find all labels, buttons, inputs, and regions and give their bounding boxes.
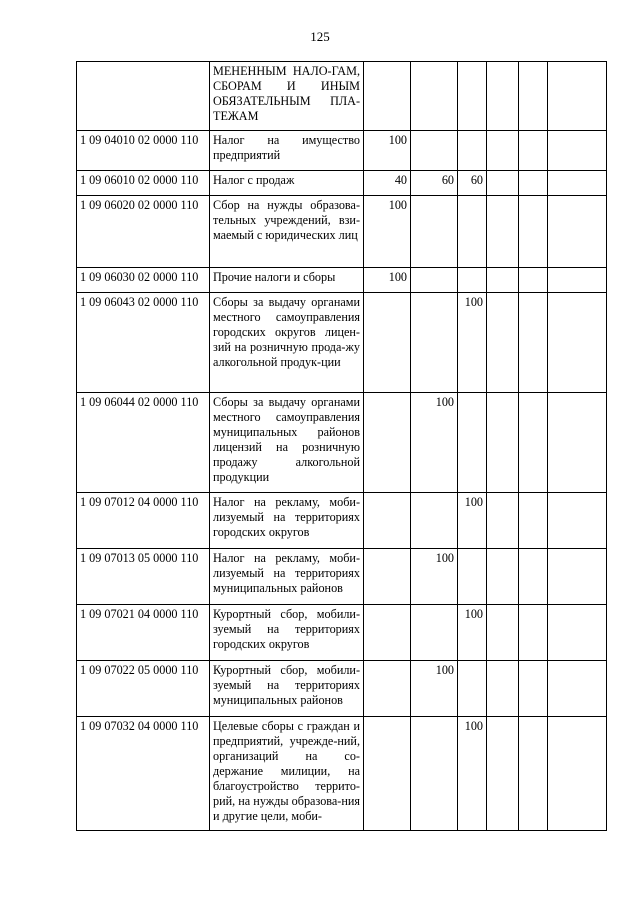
budget-code: 1 09 07021 04 0000 110 <box>77 605 210 661</box>
empty-cell <box>487 493 519 549</box>
empty-cell <box>548 268 607 293</box>
empty-cell <box>487 131 519 171</box>
empty-cell <box>487 171 519 196</box>
revenue-name: Целевые сборы с граждан и предприятий, учрежде-ний, организаций на со-держание милиции, на благоустройство террито-рий, на нужды образова-ния и другие цели, моби- <box>210 717 364 831</box>
empty-cell <box>487 661 519 717</box>
value-col-3: 100 <box>458 605 487 661</box>
budget-table <box>76 61 607 831</box>
empty-cell <box>548 393 607 493</box>
revenue-name: Сбор на нужды образова-тельных учреждений, взи-маемый с юридических лиц <box>210 196 364 268</box>
table-row <box>77 717 607 831</box>
value-col-1: 100 <box>364 131 411 171</box>
empty-cell <box>548 605 607 661</box>
budget-code: 1 09 06020 02 0000 110 <box>77 196 210 268</box>
page-number: 125 <box>310 29 330 44</box>
empty-cell <box>548 171 607 196</box>
empty-cell <box>519 661 548 717</box>
value-col-3: 60 <box>458 171 487 196</box>
value-col-2 <box>411 717 458 831</box>
empty-cell <box>548 62 607 131</box>
budget-code: 1 09 06030 02 0000 110 <box>77 268 210 293</box>
value-col-1: 100 <box>364 268 411 293</box>
empty-cell <box>487 196 519 268</box>
budget-code: 1 09 07022 05 0000 110 <box>77 661 210 717</box>
empty-cell <box>519 268 548 293</box>
empty-cell <box>519 171 548 196</box>
empty-cell <box>519 549 548 605</box>
value-col-1 <box>364 661 411 717</box>
value-col-2 <box>411 293 458 393</box>
value-col-1: 40 <box>364 171 411 196</box>
budget-code: 1 09 04010 02 0000 110 <box>77 131 210 171</box>
value-col-2 <box>411 196 458 268</box>
empty-cell <box>487 605 519 661</box>
empty-cell <box>519 293 548 393</box>
revenue-name: Прочие налоги и сборы <box>210 268 364 293</box>
value-col-3 <box>458 62 487 131</box>
table-row <box>77 393 607 493</box>
empty-cell <box>548 661 607 717</box>
empty-cell <box>548 493 607 549</box>
value-col-3 <box>458 549 487 605</box>
empty-cell <box>548 196 607 268</box>
table-row <box>77 196 607 268</box>
table-row <box>77 62 607 131</box>
value-col-1 <box>364 717 411 831</box>
value-col-1 <box>364 493 411 549</box>
revenue-name: Налог с продаж <box>210 171 364 196</box>
table-row <box>77 549 607 605</box>
empty-cell <box>519 196 548 268</box>
table-row <box>77 131 607 171</box>
revenue-name: МЕНЕННЫМ НАЛО-ГАМ, СБОРАМ И ИНЫМ ОБЯЗАТЕЛЬНЫМ ПЛА-ТЕЖАМ <box>210 62 364 131</box>
empty-cell <box>519 717 548 831</box>
empty-cell <box>548 717 607 831</box>
value-col-1 <box>364 605 411 661</box>
value-col-2 <box>411 605 458 661</box>
revenue-name: Налог на имущество предприятий <box>210 131 364 171</box>
empty-cell <box>519 131 548 171</box>
budget-code: 1 09 07012 04 0000 110 <box>77 493 210 549</box>
value-col-3 <box>458 393 487 493</box>
budget-code: 1 09 06043 02 0000 110 <box>77 293 210 393</box>
empty-cell <box>519 62 548 131</box>
value-col-3: 100 <box>458 717 487 831</box>
revenue-name: Сборы за выдачу органами местного самоуправления муниципальных районов лицензий на розничную продажу алкогольной продукции <box>210 393 364 493</box>
empty-cell <box>487 393 519 493</box>
empty-cell <box>487 293 519 393</box>
empty-cell <box>487 549 519 605</box>
table-row <box>77 605 607 661</box>
empty-cell <box>519 393 548 493</box>
empty-cell <box>487 268 519 293</box>
value-col-2: 100 <box>411 661 458 717</box>
empty-cell <box>487 717 519 831</box>
value-col-3 <box>458 661 487 717</box>
budget-code: 1 09 06010 02 0000 110 <box>77 171 210 196</box>
budget-code: 1 09 06044 02 0000 110 <box>77 393 210 493</box>
value-col-2 <box>411 62 458 131</box>
table-row <box>77 661 607 717</box>
value-col-2: 60 <box>411 171 458 196</box>
revenue-name: Налог на рекламу, моби-лизуемый на территориях муниципальных районов <box>210 549 364 605</box>
value-col-3 <box>458 196 487 268</box>
table-row <box>77 171 607 196</box>
empty-cell <box>548 293 607 393</box>
empty-cell <box>548 549 607 605</box>
table-row <box>77 268 607 293</box>
value-col-1: 100 <box>364 196 411 268</box>
revenue-name: Курортный сбор, мобили-зуемый на территориях муниципальных районов <box>210 661 364 717</box>
value-col-1 <box>364 62 411 131</box>
value-col-3 <box>458 268 487 293</box>
value-col-3: 100 <box>458 493 487 549</box>
value-col-1 <box>364 293 411 393</box>
budget-code: 1 09 07013 05 0000 110 <box>77 549 210 605</box>
value-col-1 <box>364 393 411 493</box>
empty-cell <box>548 131 607 171</box>
table-row <box>77 293 607 393</box>
revenue-name: Курортный сбор, мобили-зуемый на территориях городских округов <box>210 605 364 661</box>
value-col-3: 100 <box>458 293 487 393</box>
value-col-2: 100 <box>411 549 458 605</box>
value-col-2 <box>411 493 458 549</box>
value-col-1 <box>364 549 411 605</box>
table-row <box>77 493 607 549</box>
revenue-name: Сборы за выдачу органами местного самоуправления городских округов лицен-зий на розничную прода-жу алкогольной продук-ции <box>210 293 364 393</box>
value-col-2 <box>411 268 458 293</box>
empty-cell <box>519 605 548 661</box>
empty-cell <box>487 62 519 131</box>
budget-code: 1 09 07032 04 0000 110 <box>77 717 210 831</box>
empty-cell <box>519 493 548 549</box>
value-col-2: 100 <box>411 393 458 493</box>
revenue-name: Налог на рекламу, моби-лизуемый на территориях городских округов <box>210 493 364 549</box>
value-col-2 <box>411 131 458 171</box>
value-col-3 <box>458 131 487 171</box>
budget-code <box>77 62 210 131</box>
